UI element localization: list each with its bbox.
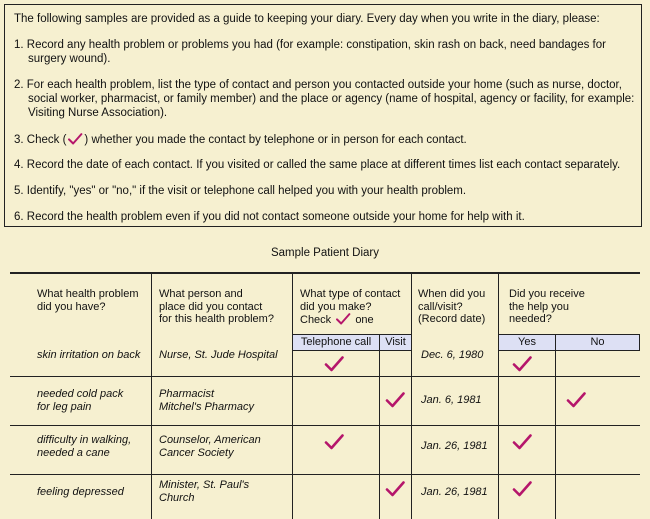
header-date <box>418 288 485 326</box>
row-3-problem <box>37 434 131 459</box>
header-text: did you make? <box>300 300 372 313</box>
header-text: did you have? <box>37 300 106 313</box>
column-divider <box>498 272 499 519</box>
header-text: needed? <box>509 313 552 325</box>
header-text: When did you <box>418 288 486 300</box>
row-2-no-check-icon <box>566 392 586 408</box>
person-line: Mitchel's Pharmacy <box>159 400 255 413</box>
header-problem <box>37 288 139 313</box>
header-contact <box>300 288 400 327</box>
subheader-visit: Visit <box>379 334 412 351</box>
row-3-person <box>159 434 261 459</box>
header-text: one <box>355 314 374 326</box>
row-4-problem <box>37 486 124 499</box>
header-person <box>159 288 274 326</box>
person-line: Counselor, American <box>159 434 261 446</box>
row-divider <box>10 425 640 426</box>
instructions-intro: The following samples are provided as a guide to keeping your diary. Every day when you write in the diary, please: <box>14 13 600 25</box>
instructions-box <box>4 4 642 227</box>
row-4-date: Jan. 26, 1981 <box>421 486 488 498</box>
instruction-3 <box>14 133 467 148</box>
column-divider <box>379 334 380 519</box>
header-text: Did you receive <box>509 288 585 300</box>
diary-title: Sample Patient Diary <box>270 247 380 259</box>
row-2-problem <box>37 388 123 413</box>
header-text: What type of contact <box>300 288 401 300</box>
row-divider <box>10 474 640 475</box>
row-4-visit-check-icon <box>385 481 405 497</box>
row-2-person <box>159 388 254 413</box>
person-line: Nurse, St. Jude Hospital <box>159 349 278 361</box>
problem-line: needed cold pack <box>37 388 124 400</box>
header-text: place did you contact <box>159 300 263 313</box>
row-divider <box>10 376 640 377</box>
row-2-visit-check-icon <box>385 392 405 408</box>
person-line: Minister, St. Paul's <box>159 479 250 491</box>
instruction-3-end: ) whether you made the contact by telephone or in person for each contact. <box>84 134 467 146</box>
person-line: Church <box>159 491 195 504</box>
instruction-5: 5. Identify, "yes" or "no," if the visit or telephone call helped you with your health problem. <box>14 185 467 197</box>
row-3-yes-check-icon <box>512 434 532 450</box>
header-text: Check <box>300 314 332 326</box>
row-4-person <box>159 479 249 504</box>
row-1-yes-check-icon <box>512 356 532 372</box>
subheader-telephone: Telephone call <box>292 334 380 351</box>
column-divider <box>292 272 293 519</box>
instruction-1-line2: surgery wound). <box>28 53 111 65</box>
instruction-2-line1: 2. For each health problem, list the type of contact and person you contacted outside your home (such as nurse, doctor, <box>14 79 622 91</box>
row-1-person <box>159 349 278 362</box>
problem-line: skin irritation on back <box>37 349 141 361</box>
row-1-problem <box>37 349 140 362</box>
header-text: for this health problem? <box>159 313 274 325</box>
column-divider <box>555 334 556 519</box>
problem-line: for leg pain <box>37 400 92 413</box>
checkmark-icon <box>334 313 352 325</box>
subheader-yes: Yes <box>498 334 556 351</box>
checkmark-icon <box>66 133 84 145</box>
person-line: Pharmacist <box>159 388 215 400</box>
header-text: (Record date) <box>418 313 486 325</box>
problem-line: feeling depressed <box>37 486 124 498</box>
header-text: call/visit? <box>418 300 463 313</box>
column-divider <box>151 272 152 519</box>
row-1-date: Dec. 6, 1980 <box>421 349 484 361</box>
problem-line: difficulty in walking, <box>37 434 132 446</box>
instruction-6: 6. Record the health problem even if you did not contact someone outside your home for help with it. <box>14 211 525 223</box>
row-3-date: Jan. 26, 1981 <box>421 440 488 452</box>
header-text: What health problem <box>37 288 139 300</box>
row-3-telephone-check-icon <box>324 434 344 450</box>
subheader-no: No <box>555 334 640 351</box>
instruction-1-line1: 1. Record any health problem or problems you had (for example: constipation, skin rash on back, need bandages for <box>14 39 606 51</box>
instruction-2-line3: Visiting Nurse Association). <box>28 107 168 119</box>
instruction-2-line2: social worker, pharmacist, or family member) and the place or agency (name of hospital, agency or facility, for example: <box>28 93 635 105</box>
problem-line: needed a cane <box>37 446 110 459</box>
row-4-yes-check-icon <box>512 481 532 497</box>
table-top-border <box>10 272 640 274</box>
row-2-date: Jan. 6, 1981 <box>421 394 482 406</box>
header-check-line <box>300 313 400 327</box>
person-line: Cancer Society <box>159 446 234 459</box>
column-divider <box>411 272 412 519</box>
instruction-3-start: 3. Check ( <box>14 134 67 146</box>
row-1-telephone-check-icon <box>324 356 344 372</box>
header-help <box>509 288 585 326</box>
header-text: What person and <box>159 288 243 300</box>
header-text: the help you <box>509 300 569 313</box>
instruction-4: 4. Record the date of each contact. If you visited or called the same place at different times list each contact separately. <box>14 159 621 171</box>
